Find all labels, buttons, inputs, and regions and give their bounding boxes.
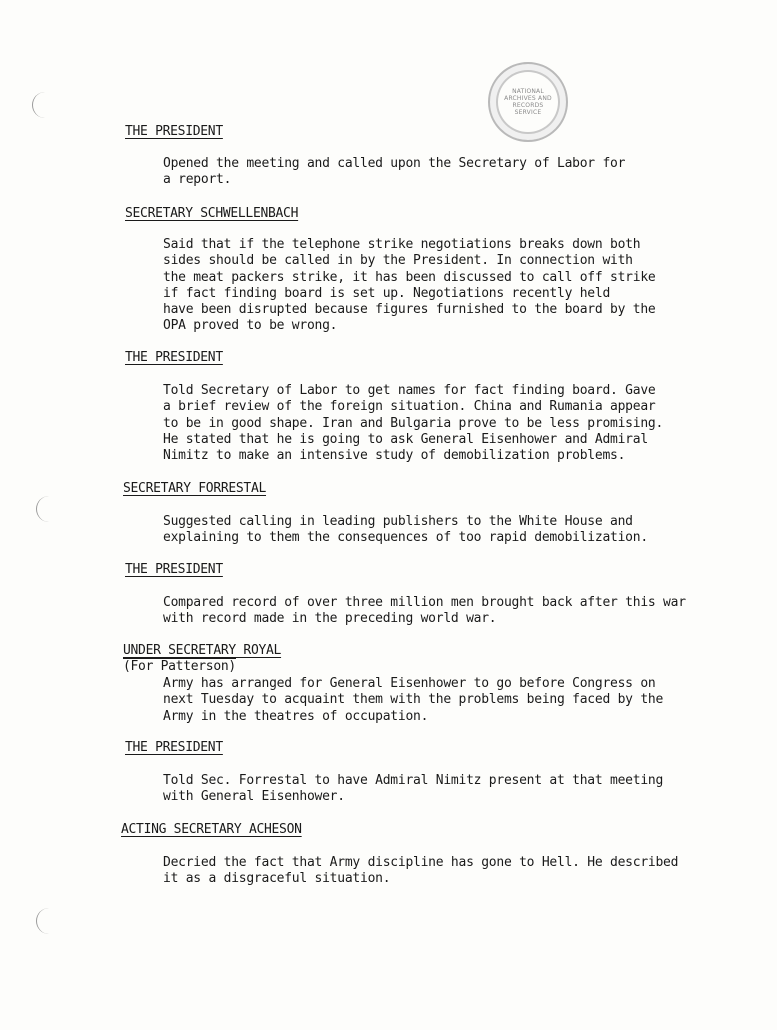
statement-paragraph: [163, 676, 663, 725]
statement-line: He stated that he is going to ask General Eisenhower and Admiral: [163, 431, 648, 447]
statement-paragraph: [163, 855, 678, 888]
speaker-subtitle: (For Patterson): [123, 659, 236, 674]
speaker-heading: SECRETARY FORRESTAL: [123, 481, 267, 496]
statement-line: Compared record of over three million men brought back after this war: [163, 595, 686, 610]
speaker-heading: ACTING SECRETARY ACHESON: [121, 822, 302, 837]
statement-line: explaining to them the consequences of too rapid demobilization.: [163, 530, 648, 546]
statement-line: with General Eisenhower.: [163, 789, 345, 805]
statement-line: a brief review of the foreign situation. China and Rumania appear: [163, 399, 656, 415]
statement-line: to be in good shape. Iran and Bulgaria prove to be less promising.: [163, 415, 664, 431]
statement-line: Decried the fact that Army discipline has gone to Hell. He described: [163, 855, 679, 870]
statement-line: Told Secretary of Labor to get names for fact finding board. Gave: [163, 383, 656, 398]
statement-line: the meat packers strike, it has been discussed to call off strike: [163, 269, 656, 285]
stamp-text: NATIONAL ARCHIVES AND RECORDS SERVICE: [504, 88, 552, 116]
statement-line: a report.: [163, 172, 232, 188]
statement-paragraph: [163, 383, 663, 464]
statement-line: Nimitz to make an intensive study of demobilization problems.: [163, 448, 626, 464]
speaker-heading: THE PRESIDENT: [125, 124, 223, 139]
statement-line: with record made in the preceding world war.: [163, 611, 497, 627]
speaker-heading: UNDER SECRETARY ROYAL: [123, 643, 282, 658]
speaker-heading: THE PRESIDENT: [125, 350, 223, 365]
archives-stamp: [488, 62, 568, 142]
punch-hole-bottom: [36, 908, 51, 934]
statement-line: Told Sec. Forrestal to have Admiral Nimitz present at that meeting: [163, 773, 664, 788]
punch-hole-middle: [36, 496, 51, 522]
speaker-heading: SECRETARY SCHWELLENBACH: [125, 206, 299, 221]
statement-line: if fact finding board is set up. Negotiations recently held: [163, 285, 611, 301]
punch-hole-top: [32, 92, 47, 118]
statement-line: next Tuesday to acquaint them with the problems being faced by the: [163, 692, 664, 708]
statement-line: Army has arranged for General Eisenhower to go before Congress on: [163, 676, 656, 691]
statement-line: OPA proved to be wrong.: [163, 318, 338, 334]
statement-line: Opened the meeting and called upon the Secretary of Labor for: [163, 156, 626, 171]
statement-paragraph: [163, 156, 625, 189]
statement-paragraph: [163, 773, 663, 806]
statement-line: it as a disgraceful situation.: [163, 871, 391, 887]
statement-paragraph: [163, 237, 655, 335]
statement-paragraph: [163, 595, 686, 628]
statement-line: Suggested calling in leading publishers to the White House and: [163, 514, 633, 529]
speaker-heading: THE PRESIDENT: [125, 740, 223, 755]
statement-line: have been disrupted because figures furnished to the board by the: [163, 302, 656, 318]
speaker-heading: THE PRESIDENT: [125, 562, 223, 577]
statement-paragraph: [163, 514, 648, 547]
statement-line: Said that if the telephone strike negotiations breaks down both: [163, 237, 641, 252]
statement-line: Army in the theatres of occupation.: [163, 708, 429, 724]
statement-line: sides should be called in by the President. In connection with: [163, 253, 633, 269]
